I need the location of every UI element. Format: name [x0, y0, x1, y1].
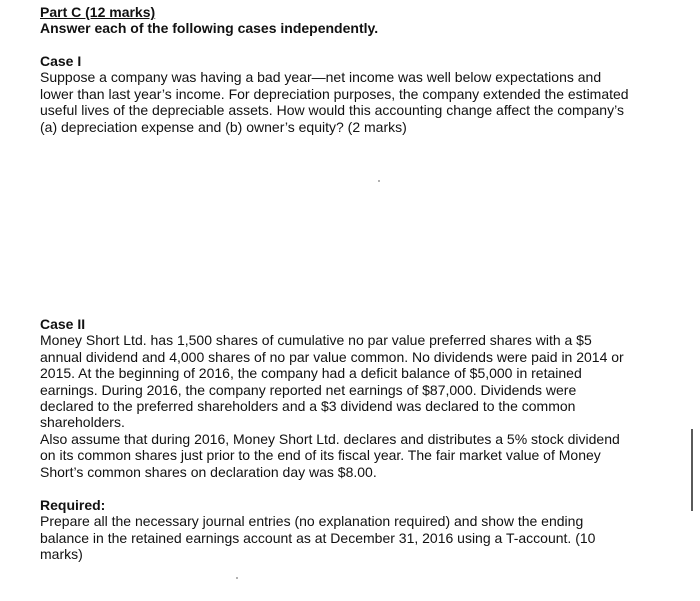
case-2-heading: Case II [40, 316, 86, 332]
required-line: Prepare all the necessary journal entries (no explanation required) and show the ending [40, 513, 584, 530]
case-2-line: Money Short Ltd. has 1,500 shares of cumulative no par value preferred shares with a $5 [40, 332, 592, 349]
instruction-text: Answer each of the following cases independently. [40, 20, 379, 37]
case-2-line: Also assume that during 2016, Money Short Ltd. declares and distributes a 5% stock dividend [40, 430, 620, 447]
case-2-section [40, 316, 650, 480]
required-section [40, 497, 650, 563]
case-2-line: annual dividend and 4,000 shares of no par value common. No dividends were paid in 2014 or [40, 348, 624, 365]
case-1-heading: Case I [40, 53, 82, 69]
case-1-line: lower than last year’s income. For depreciation purposes, the company extended the estimated [40, 85, 629, 102]
case-2-line: earnings. During 2016, the company reported net earnings of $87,000. Dividends were [40, 381, 577, 398]
required-line: marks) [40, 546, 83, 563]
case-2-line: declared to the preferred shareholders and a $3 dividend was declared to the common [40, 398, 576, 415]
part-title: Part C (12 marks) [40, 4, 156, 20]
speck-mark [236, 577, 238, 579]
case-2-line: on its common shares just prior to the end of its fiscal year. The fair market value of Money [40, 447, 601, 464]
scrollbar-thumb[interactable] [691, 429, 693, 511]
case-1-section [40, 53, 650, 135]
case-2-line: 2015. At the beginning of 2016, the company had a deficit balance of $5,000 in retained [40, 365, 582, 382]
speck-mark [378, 180, 380, 182]
case-1-line: useful lives of the depreciable assets. How would this accounting change affect the company’s [40, 102, 624, 119]
required-heading: Required: [40, 497, 106, 513]
required-line: balance in the retained earnings account as at December 31, 2016 using a T-account. (10 [40, 529, 596, 546]
case-2-line: shareholders. [40, 414, 125, 431]
section-header [40, 4, 650, 37]
case-1-line: Suppose a company was having a bad year—net income was well below expectations and [40, 69, 602, 86]
case-2-line: Short’s common shares on declaration day was $8.00. [40, 463, 377, 480]
case-1-line: (a) depreciation expense and (b) owner’s equity? (2 marks) [40, 118, 407, 135]
